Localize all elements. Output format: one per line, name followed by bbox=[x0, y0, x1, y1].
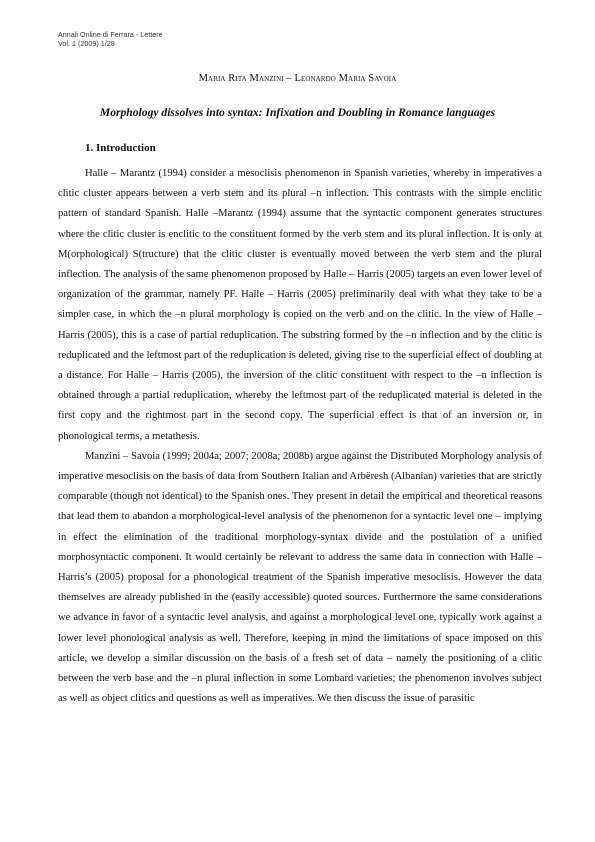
paragraph: Halle – Marantz (1994) consider a mesoclisis phenomenon in Spanish varieties, whereby in imperatives a clitic cluster appears between a verb stem and its plural –n inflection. This contrasts with the simple enclitic pattern of standard Spanish. Halle –Marantz (1994) assume that the syntactic component generates structures where the clitic cluster is enclitic to the constituent formed by the verb stem and its plural inflection. It is only at M(orphological) S(tructure) that the clitic cluster is eventually moved between the verb stem and the plural inflection. The analysis of the same phenomenon proposed by Halle – Harris (2005) targets an even lower level of organization of the grammar, namely PF. Halle – Harris (2005) preliminarily deal with what they take to be a simpler case, in which the –n plural morphology is copied on the verb and on the clitic. In the view of Halle – Harris (2005), this is a case of partial reduplication. The substring formed by the –n inflection and by the clitic is reduplicated and the leftmost part of the reduplication is deleted, giving rise to the superficial effect of doubling at a distance. For Halle – Harris (2005), the inversion of the clitic constituent with respect to the –n inflection is obtained through a partial reduplication, whereby the leftmost part of the reduplicated material is deleted in the first copy and the rightmost part in the second copy. The superficial effect is that of an inversion or, in phonological terms, a metathesis. bbox=[58, 168, 542, 442]
section-heading: 1. Introduction bbox=[85, 142, 156, 154]
volume-info: Vol. 1 (2009) 1/28 bbox=[58, 39, 115, 48]
author-line: Maria Rita Manzini – Leonardo Maria Savoia bbox=[198, 73, 397, 84]
running-header bbox=[58, 30, 163, 48]
paragraph: Manzini – Savoia (1999; 2004a; 2007; 2008a; 2008b) argue against the Distributed Morphology analysis of imperative mesoclisis on the basis of data from Southern Italian and Arbëresh (Albanian) varieties that are strictly comparable (though not identical) to the Spanish ones. They present in detail the empirical and theoretical reasons that lead them to abandon a morphological-level analysis of the phenomenon for a syntactic level one – implying in effect the elimination of the traditional morphology-syntax divide and the postulation of a unified morphosyntactic component. It would certainly be relevant to address the same data in connection with Halle – Harris’s (2005) proposal for a phonological treatment of the Spanish imperative mesoclisis. However the data themselves are already published in the (easily accessible) quoted sources. Furthermore the same considerations we advance in favor of a syntactic level analysis, and against a morphological level one, typically work against a lower level phonological analysis as well. Therefore, keeping in mind the limitations of space imposed on this article, we develop a similar discussion on the basis of a fresh set of data – namely the positioning of a clitic between the verb base and the –n plural inflection in some Lombard varieties; the phenomenon involves subject as well as object clitics and questions as well as imperatives. We then discuss the issue of parasitic bbox=[58, 450, 542, 705]
journal-name: Annali Online di Ferrara - Lettere bbox=[58, 30, 163, 39]
body-text bbox=[58, 164, 542, 709]
paper-title: Morphology dissolves into syntax: Infixation and Doubling in Romance languages bbox=[99, 106, 496, 119]
